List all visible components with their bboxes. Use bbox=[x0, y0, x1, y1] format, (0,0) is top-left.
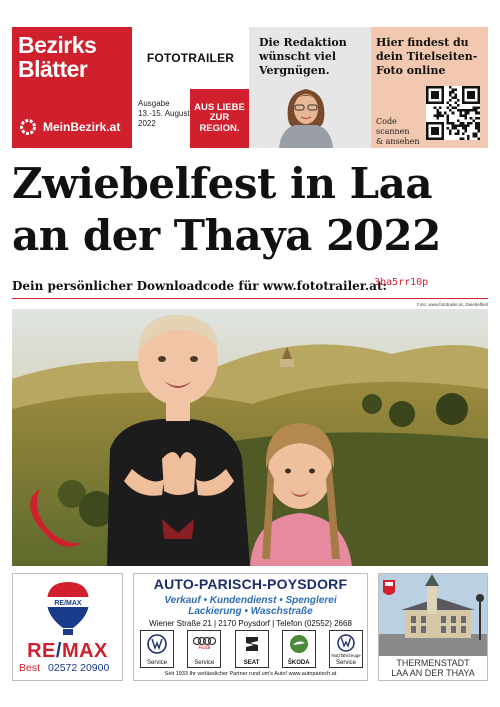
remax-name-right: MAX bbox=[61, 640, 108, 662]
seat-icon bbox=[240, 633, 264, 655]
qr-caption-line-1: Code bbox=[376, 117, 397, 126]
remax-balloon-text: RE/MAX bbox=[54, 600, 82, 607]
photo-credit: Foto: www.fototrailer.at, Zwiebelfest bbox=[416, 302, 488, 307]
brand-label: Service bbox=[335, 660, 356, 666]
issue-year: 2022 bbox=[138, 119, 156, 128]
autoparisch-ad[interactable] bbox=[133, 573, 368, 681]
remax-name-slash: / bbox=[55, 640, 62, 662]
slogan-line-2: ZUR bbox=[209, 112, 230, 124]
vw-nutzfahrzeuge-logo bbox=[329, 630, 363, 668]
brand-label: SEAT bbox=[243, 660, 260, 666]
qr-title bbox=[376, 36, 486, 78]
brand-line-2: Blätter bbox=[18, 56, 88, 82]
download-code-label: Dein persönlicher Downloadcode für www.fototrailer.at: bbox=[12, 279, 387, 293]
remax-balloon-icon bbox=[45, 580, 91, 636]
brand-label: Service bbox=[146, 660, 167, 666]
autoparisch-tagline: Seit 1933 Ihr verlässlicher Partner rund um's Auto! www.autoparisch.at bbox=[164, 671, 337, 677]
bezirksblaetter-logo-block[interactable] bbox=[12, 27, 132, 148]
slogan-line-1: AUS LIEBE bbox=[194, 101, 245, 113]
editorial-line-3: Vergnügen. bbox=[259, 64, 330, 77]
meinbezirk-link[interactable] bbox=[18, 117, 120, 137]
town-name-line-2: LAA AN DER THAYA bbox=[391, 668, 475, 678]
editorial-line-1: Die Redaktion bbox=[259, 36, 347, 49]
slogan-line-3: REGION. bbox=[199, 122, 240, 134]
masthead bbox=[12, 27, 488, 148]
download-code-value[interactable]: 3ba5rr10p bbox=[374, 277, 429, 288]
qr-caption-line-2: scannen bbox=[376, 127, 410, 136]
brand-line-1: Bezirks bbox=[18, 32, 97, 58]
brand-site-label: MeinBezirk.at bbox=[43, 120, 121, 134]
vw-icon bbox=[145, 633, 169, 655]
brand-label: ŠKODA bbox=[287, 660, 310, 666]
slogan-badge bbox=[190, 89, 249, 148]
product-label: FOTOTRAILER bbox=[146, 51, 235, 65]
cover-photo bbox=[12, 309, 488, 566]
qr-caption-line-3: & ansehen bbox=[376, 137, 420, 146]
qr-caption bbox=[376, 117, 426, 147]
editor-portrait bbox=[273, 79, 339, 148]
qr-code-icon[interactable] bbox=[426, 86, 480, 140]
remax-contact bbox=[19, 662, 109, 674]
skoda-arrow-icon bbox=[287, 633, 311, 655]
brand-sublabel: Service bbox=[194, 660, 215, 666]
remax-sub: Best bbox=[19, 662, 41, 674]
brand-label: Audi bbox=[198, 645, 211, 651]
skoda-logo bbox=[282, 630, 316, 668]
remax-wordmark bbox=[13, 640, 122, 663]
town-hall-image bbox=[379, 574, 488, 656]
autoparisch-services-2: Lackierung • Waschstraße bbox=[188, 606, 313, 617]
audi-service-logo bbox=[187, 630, 221, 668]
qr-title-line-2: dein Titelseiten- bbox=[376, 50, 478, 63]
photo-scene bbox=[12, 309, 488, 566]
town-name-line-1: THERMENSTADT bbox=[396, 658, 470, 668]
autoparisch-title: AUTO-PARISCH-POYSDORF bbox=[153, 576, 348, 592]
issue-dates: 13.-15. August bbox=[138, 109, 190, 118]
divider bbox=[12, 298, 488, 299]
editorial-line-2: wünscht viel bbox=[259, 50, 337, 63]
qr-title-line-1: Hier findest du bbox=[376, 36, 469, 49]
bezirksblaetter-logo bbox=[18, 33, 96, 81]
car-brand-logos bbox=[140, 630, 363, 668]
headline-line-1: Zwiebelfest in Laa bbox=[12, 159, 433, 208]
download-code-row bbox=[12, 277, 488, 297]
autoparisch-services-1: Verkauf • Kundendienst • Spenglerei bbox=[164, 595, 337, 606]
page-title bbox=[12, 158, 488, 262]
brand-sublabel: Nutzfahrzeuge bbox=[331, 653, 361, 658]
autoparisch-address: Wiener Straße 21 | 2170 Poysdorf | Telefon (02552) 2668 bbox=[149, 619, 352, 628]
qr-box[interactable] bbox=[371, 27, 488, 148]
remax-phone[interactable]: 02572 20900 bbox=[48, 662, 110, 674]
meinbezirk-ring-icon bbox=[18, 117, 38, 137]
seat-logo bbox=[235, 630, 269, 668]
editorial-box bbox=[249, 27, 371, 148]
issue-info bbox=[138, 99, 198, 129]
remax-name-left: RE bbox=[27, 640, 56, 662]
remax-ad[interactable] bbox=[12, 573, 123, 681]
qr-title-line-3: Foto online bbox=[376, 64, 446, 77]
headline-line-2: an der Thaya 2022 bbox=[12, 211, 441, 260]
vw-icon bbox=[334, 633, 358, 655]
issue-label: Ausgabe bbox=[138, 99, 170, 108]
ad-strip bbox=[12, 573, 488, 681]
audi-rings-icon bbox=[192, 633, 216, 655]
editorial-greeting bbox=[259, 36, 369, 78]
vw-service-logo bbox=[140, 630, 174, 668]
thermenstadt-ad[interactable] bbox=[378, 573, 488, 681]
